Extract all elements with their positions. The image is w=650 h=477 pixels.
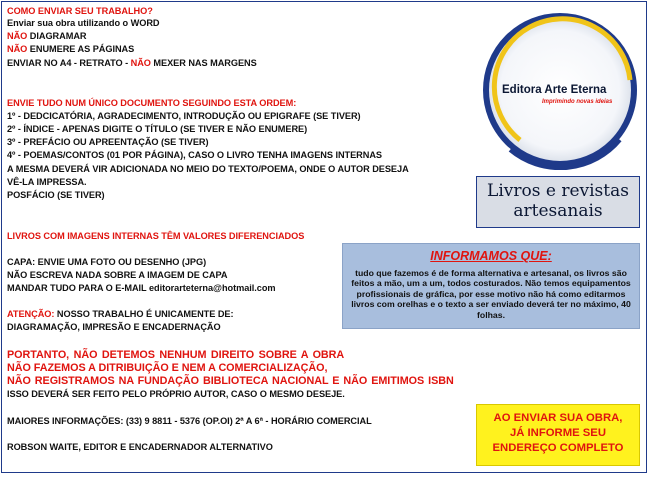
- order-item-5: POSFÁCIO (SE TIVER): [7, 190, 105, 200]
- livros-revistas-box: [476, 176, 640, 228]
- order-item-4: 4º - POEMAS/CONTOS (01 POR PÁGINA), CASO O LIVRO TENHA IMAGENS INTERNAS: [7, 150, 382, 160]
- heading-imagens-internas: LIVROS COM IMAGENS INTERNAS TÊM VALORES DIFERENCIADOS: [7, 231, 305, 241]
- isso-line: ISSO DEVERÁ SER FEITO PELO PRÓPRIO AUTOR, CASO O MESMO DESEJE.: [7, 389, 345, 399]
- notice-line-3: ENDEREÇO COMPLETO: [492, 442, 624, 454]
- atencao-label: ATENÇÃO:: [7, 309, 55, 319]
- atencao-text: NOSSO TRABALHO É UNICAMENTE DE:: [54, 309, 234, 319]
- informamos-colon: :: [547, 249, 552, 263]
- informamos-title: [343, 249, 639, 263]
- capa-line-3: MANDAR TUDO PARA O E-MAIL editorarteterna@hotmail.com: [7, 283, 276, 293]
- nao-label: NÃO: [7, 44, 28, 54]
- nao-label: NÃO: [7, 31, 28, 41]
- a4-text: ENVIAR NO A4 - RETRATO -: [7, 58, 131, 68]
- notice-line-2: JÁ INFORME SEU: [509, 427, 607, 439]
- informamos-text: tudo que fazemos é de forma alternativa e artesanal, os livros são feitos a mão, um a um, todos costurados. Não temos equipamentos profissionais de gráfica, por esse motivo não há como editarmos livros com orelhas e o texto a ser enviado deverá ter no máximo, 40 folhas.: [351, 268, 631, 320]
- livros-line-2: artesanais: [513, 201, 603, 221]
- informamos-box: [342, 243, 640, 329]
- atencao-line: [7, 309, 234, 320]
- capa-line-2: NÃO ESCREVA NADA SOBRE A IMAGEM DE CAPA: [7, 270, 228, 280]
- atencao-line-2: DIAGRAMAÇÃO, IMPRESÃO E ENCADERNAÇÃO: [7, 322, 221, 332]
- line-enumere: [7, 44, 134, 55]
- signature-line: ROBSON WAITE, EDITOR E ENCADERNADOR ALTERNATIVO: [7, 442, 273, 452]
- order-item-4-cont2: VÊ-LA IMPRESSA.: [7, 177, 87, 187]
- logo-name: Editora Arte Eterna: [502, 84, 607, 96]
- heading-como-enviar: COMO ENVIAR SEU TRABALHO?: [7, 6, 153, 16]
- address-notice-box: [476, 404, 640, 466]
- order-item-2: 2º - ÍNDICE - APENAS DIGITE O TÍTULO (SE TIVER E NÃO ENUMERE): [7, 124, 308, 134]
- contact-line: MAIORES INFORMAÇÕES: (33) 9 8811 - 5376 (OP.OI) 2ª A 6ª - HORÁRIO COMERCIAL: [7, 416, 372, 426]
- enumere-text: ENUMERE AS PÁGINAS: [27, 44, 135, 54]
- order-item-1: 1º - DEDCICATÓRIA, AGRADECIMENTO, INTRODUÇÃO OU EPIGRAFE (SE TIVER): [7, 111, 361, 121]
- portanto-line-3: NÃO REGISTRAMOS NA FUNDAÇÃO BIBLIOTECA NACIONAL E NÃO EMITIMOS ISBN: [7, 375, 454, 387]
- order-item-3: 3º - PREFÁCIO OU APREENTAÇÃO (SE TIVER): [7, 137, 209, 147]
- heading-envie-tudo: ENVIE TUDO NUM ÚNICO DOCUMENTO SEGUINDO ESTA ORDEM:: [7, 98, 297, 108]
- diagramar-text: DIAGRAMAR: [27, 31, 87, 41]
- margens-text: MEXER NAS MARGENS: [150, 58, 257, 68]
- flyer: [1, 1, 647, 473]
- nao-label: NÃO: [130, 58, 151, 68]
- order-item-4-cont: A MESMA DEVERÁ VIR ADICIONADA NO MEIO DO TEXTO/POEMA, ONDE O AUTOR DESEJA: [7, 164, 409, 174]
- portanto-line-1: PORTANTO, NÃO DETEMOS NENHUM DIREITO SOBRE A OBRA: [7, 349, 345, 361]
- logo-tagline: Imprimindo novas ideias: [542, 99, 613, 105]
- line-diagramar: [7, 31, 87, 42]
- editora-logo: [480, 10, 640, 170]
- notice-line-1: AO ENVIAR SUA OBRA,: [493, 412, 623, 424]
- line-a4: [7, 58, 257, 69]
- portanto-line-2: NÃO FAZEMOS A DITRIBUIÇÃO E NEM A COMERCIALIZAÇÃO,: [7, 362, 328, 374]
- capa-line-1: CAPA: ENVIE UMA FOTO OU DESENHO (JPG): [7, 257, 207, 267]
- livros-line-1: Livros e revistas: [487, 181, 629, 201]
- line-word: Enviar sua obra utilizando o WORD: [7, 18, 160, 28]
- informamos-title-text: INFORMAMOS QUE: [430, 249, 548, 263]
